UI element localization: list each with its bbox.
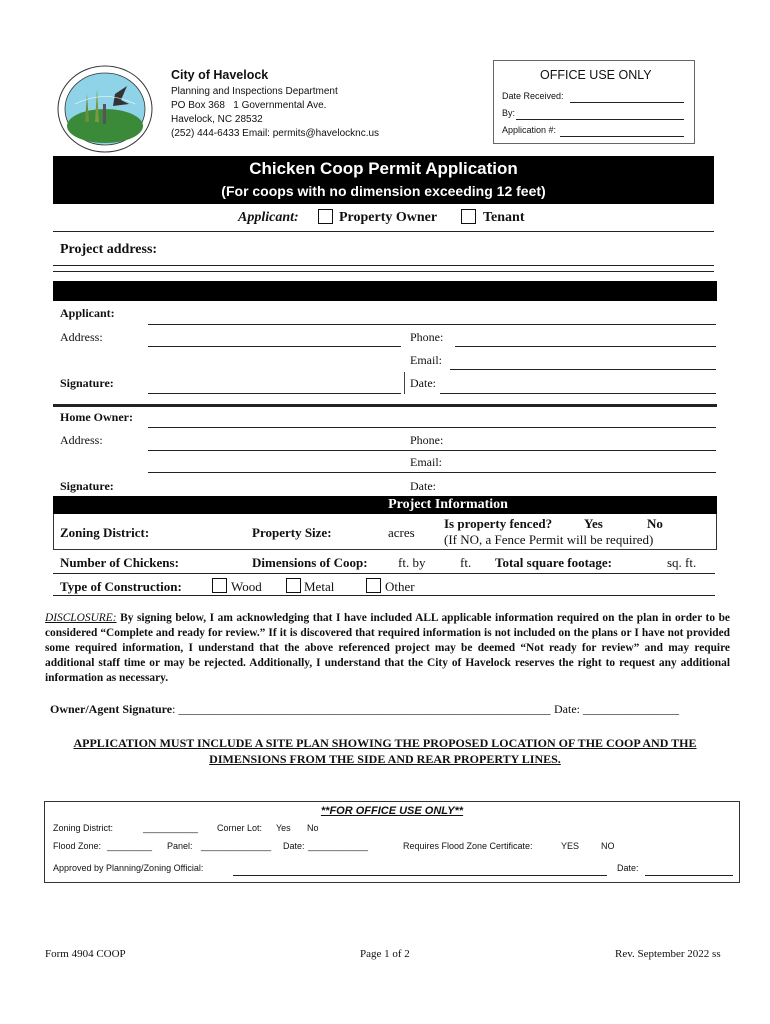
total-square-footage-label: Total square footage: (495, 555, 612, 570)
construction-type-label: Type of Construction: (60, 579, 182, 594)
contact-info: (252) 444-6433 Email: permits@havelocknc.us (171, 128, 380, 139)
divider (404, 372, 405, 394)
other-label: Other (385, 579, 415, 594)
home-owner-name-field[interactable] (148, 427, 716, 428)
home-owner-email-field[interactable] (148, 472, 716, 473)
tenant-label: Tenant (483, 210, 525, 225)
flood-zone-label: Flood Zone: (53, 841, 102, 851)
approved-date-field[interactable] (645, 875, 733, 876)
property-owner-checkbox[interactable] (318, 209, 333, 224)
project-info-heading: Project Information (388, 497, 508, 512)
metal-checkbox[interactable] (286, 578, 301, 593)
home-owner-phone-label: Phone: (410, 433, 444, 447)
office-use-title: OFFICE USE ONLY (540, 68, 652, 82)
applicant-address-field[interactable] (148, 346, 401, 347)
disclosure-paragraph (45, 611, 730, 686)
applicant-address-label: Address: (60, 330, 103, 344)
department-name: Planning and Inspections Department (171, 86, 338, 97)
applicant-heading: Applicant: (60, 306, 115, 320)
approved-date-label: Date: (617, 863, 639, 873)
owner-agent-signature-row[interactable] (50, 702, 550, 717)
office-use-bottom-box (44, 801, 740, 883)
corner-lot-yes[interactable]: Yes (276, 823, 291, 833)
property-size-label: Property Size: (252, 525, 332, 540)
applicant-signature-label: Signature: (60, 376, 114, 390)
metal-label: Metal (304, 579, 335, 594)
home-owner-heading: Home Owner: (60, 410, 133, 424)
applicant-email-field[interactable] (450, 369, 716, 370)
application-number-label: Application #: (502, 125, 557, 135)
project-address-field-2[interactable] (53, 271, 714, 272)
office-use-bottom-title: **FOR OFFICE USE ONLY** (320, 805, 464, 817)
fenced-no-option[interactable]: No (647, 516, 663, 531)
city-state-zip: Havelock, NC 28532 (171, 114, 263, 125)
application-number-field[interactable] (560, 136, 684, 137)
divider (53, 231, 714, 232)
project-address-field[interactable] (53, 265, 714, 266)
approved-by-field[interactable] (233, 875, 607, 876)
divider (53, 595, 715, 596)
divider (53, 404, 717, 407)
city-seal-logo (55, 64, 155, 154)
page-number: Page 1 of 2 (360, 948, 410, 960)
number-of-chickens-label: Number of Chickens: (60, 555, 179, 570)
home-owner-address-field[interactable] (148, 450, 716, 451)
applicant-date-label: Date: (410, 376, 436, 390)
flood-certificate-yes[interactable]: YES (561, 841, 580, 851)
zoning-district-office-field[interactable]: ___________ (143, 823, 199, 833)
disclosure-label: DISCLOSURE: (45, 612, 117, 624)
form-subtitle: (For coops with no dimension exceeding 12 feet) (221, 183, 546, 199)
fenced-yes-option[interactable]: Yes (584, 516, 603, 531)
wood-label: Wood (231, 579, 262, 594)
site-plan-notice: APPLICATION MUST INCLUDE A SITE PLAN SHOWING THE PROPOSED LOCATION OF THE COOP AND THE DIMENSIONS FROM THE SIDE AND REAR PROPERTY LINES. (73, 736, 697, 766)
fence-permit-note: (If NO, a Fence Permit will be required) (444, 532, 654, 547)
zoning-district-label: Zoning District: (60, 525, 150, 540)
form-title: Chicken Coop Permit Application (249, 159, 518, 178)
office-date-label: Date: (283, 841, 305, 851)
date-received-label: Date Received: (502, 91, 564, 101)
applicant-signature-field[interactable] (148, 393, 401, 394)
revision-date: Rev. September 2022 ss (615, 948, 721, 960)
approved-by-label: Approved by Planning/Zoning Official: (53, 863, 204, 873)
zoning-district-office-label: Zoning District: (53, 823, 114, 833)
corner-lot-no[interactable]: No (307, 823, 319, 833)
property-owner-label: Property Owner (339, 210, 438, 225)
acres-unit: acres (388, 525, 415, 540)
flood-certificate-label: Requires Flood Zone Certificate: (403, 841, 533, 851)
applicant-date-field[interactable] (440, 393, 716, 394)
office-date-field[interactable]: ____________ (308, 841, 369, 851)
owner-agent-date-field[interactable]: Date: ________________ (554, 702, 679, 716)
home-owner-signature-label: Signature: (60, 479, 114, 493)
corner-lot-label: Corner Lot: (217, 823, 263, 833)
section-band (53, 281, 717, 301)
city-name: City of Havelock (171, 68, 269, 82)
applicant-name-field[interactable] (148, 324, 716, 325)
mailing-address: PO Box 368 1 Governmental Ave. (171, 100, 327, 111)
project-address-label: Project address: (60, 242, 158, 257)
ft-unit: ft. (460, 555, 472, 570)
ft-by-unit: ft. by (398, 555, 426, 570)
coop-dimensions-label: Dimensions of Coop: (252, 555, 368, 570)
disclosure-text: By signing below, I am acknowledging that I have included ALL applicable information required on the plan in order to be considered “Complete and ready for review.” If it is discovered that required information is not included on the plans or I have not provided some required information, I understand that the above referenced project may be deemed “Not ready for review” and may require additional staff time or may be rejected. Additionally, I understand that the City of Havelock reserves the right to request any additional information as necessary. (45, 612, 730, 684)
applicant-phone-field[interactable] (455, 346, 716, 347)
by-field[interactable] (516, 119, 684, 120)
tenant-checkbox[interactable] (461, 209, 476, 224)
owner-agent-signature-field[interactable]: : ______________________________________________________________ (172, 702, 551, 716)
sqft-unit: sq. ft. (667, 555, 697, 570)
owner-agent-signature-label: Owner/Agent Signature (50, 702, 173, 716)
flood-certificate-no[interactable]: NO (601, 841, 615, 851)
fenced-question: Is property fenced? (444, 516, 553, 531)
wood-checkbox[interactable] (212, 578, 227, 593)
home-owner-date-label: Date: (410, 479, 436, 493)
other-checkbox[interactable] (366, 578, 381, 593)
by-label: By: (502, 108, 516, 118)
date-received-field[interactable] (570, 102, 684, 103)
panel-field[interactable]: ______________ (201, 841, 272, 851)
office-use-box (493, 60, 695, 144)
form-number: Form 4904 COOP (45, 948, 126, 960)
applicant-phone-label: Phone: (410, 330, 444, 344)
home-owner-email-label: Email: (410, 455, 442, 469)
divider (53, 573, 715, 574)
flood-zone-field[interactable]: _________ (107, 841, 153, 851)
panel-label: Panel: (167, 841, 193, 851)
applicant-email-label: Email: (410, 353, 442, 367)
home-owner-address-label: Address: (60, 433, 103, 447)
applicant-type-label: Applicant: (238, 210, 299, 225)
